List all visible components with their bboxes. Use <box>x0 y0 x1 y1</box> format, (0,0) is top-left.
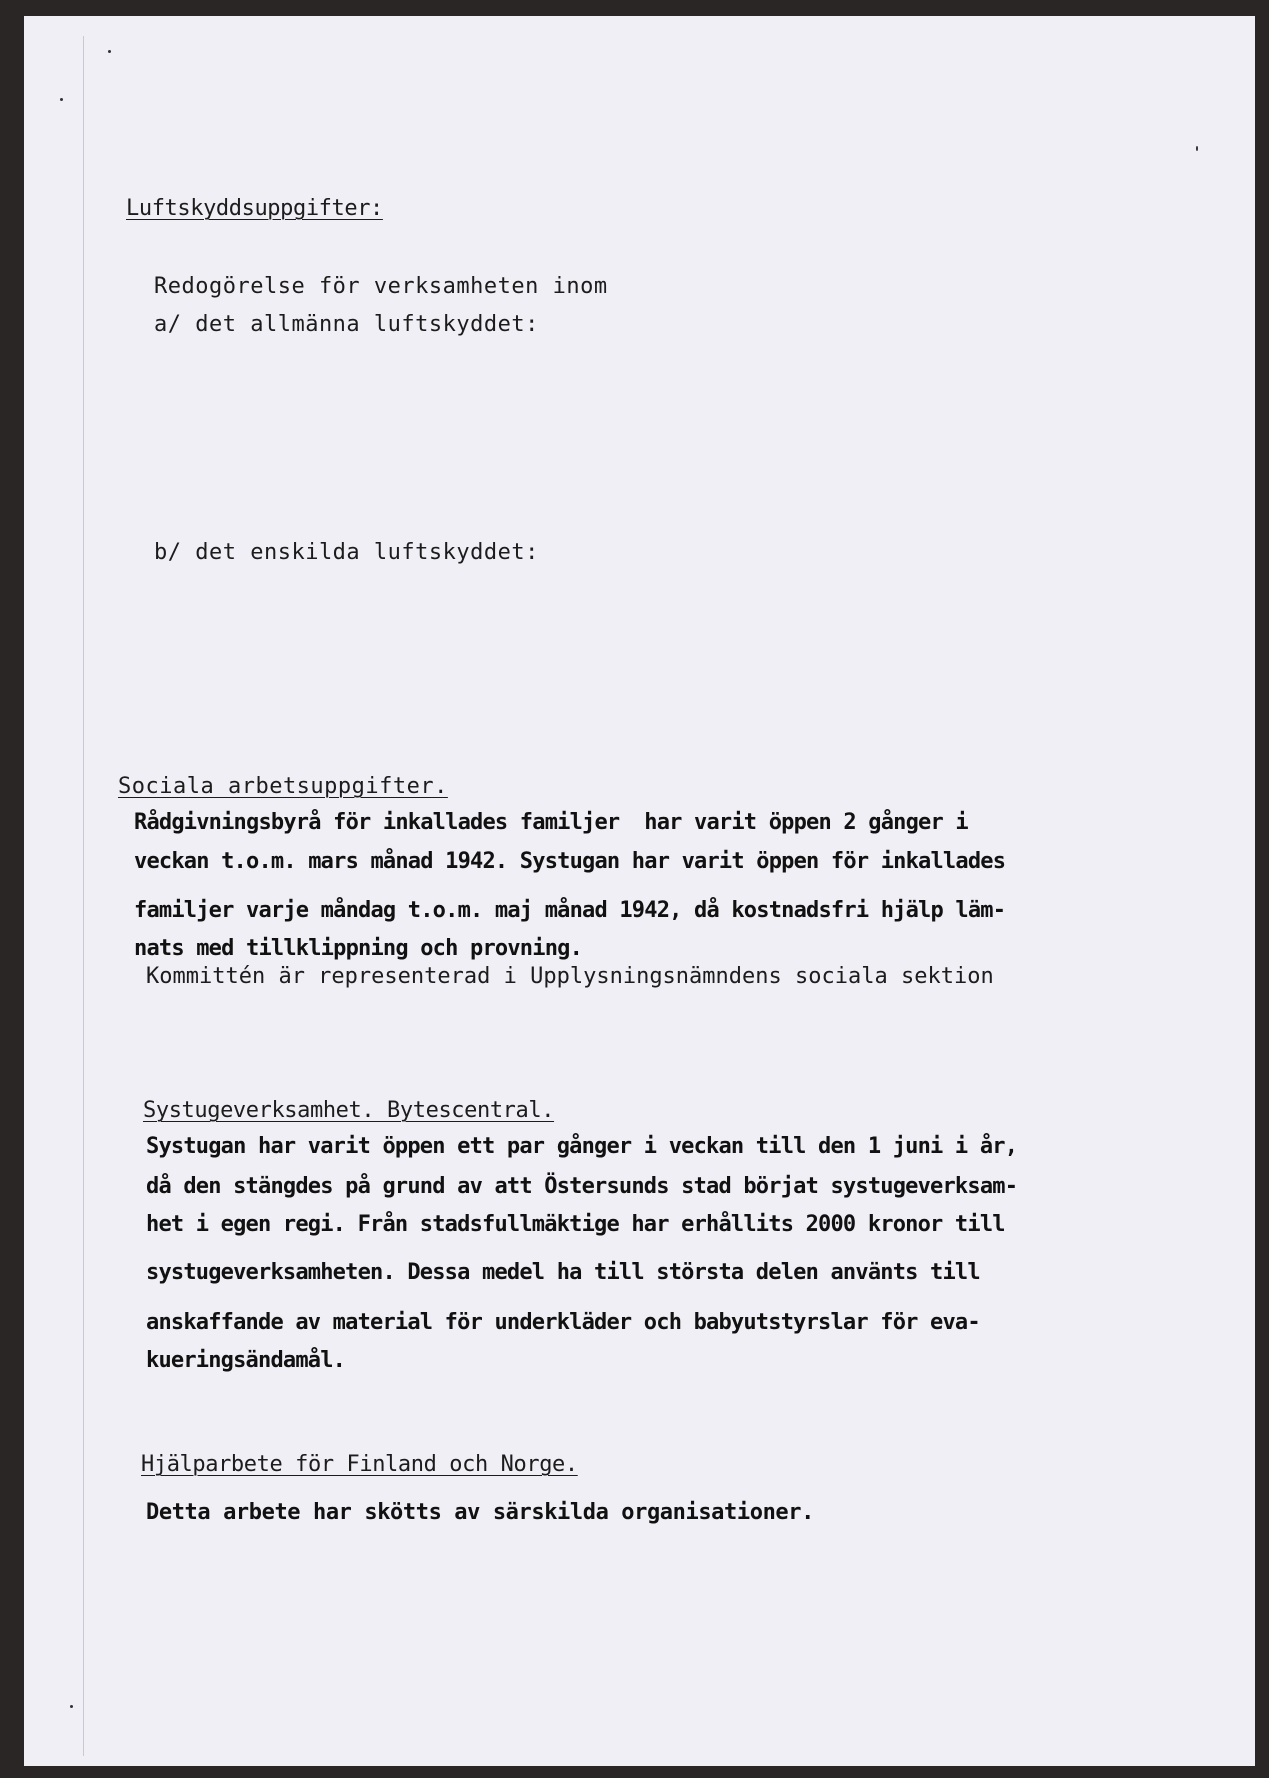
speck <box>1196 146 1198 151</box>
section-heading-hjalp: Hjälparbete för Finland och Norge. <box>141 1452 578 1477</box>
section-heading-sociala: Sociala arbetsuppgifter. <box>118 774 448 799</box>
luftskydd-item-b: b/ det enskilda luftskyddet: <box>154 540 539 565</box>
sociala-paragraph-line: veckan t.o.m. mars månad 1942. Systugan har varit öppen för inkallades <box>134 849 1006 874</box>
systuge-paragraph-line: het i egen regi. Från stadsfullmäktige har erhållits 2000 kronor till <box>146 1212 1005 1237</box>
luftskydd-intro: Redogörelse för verksamheten inom <box>154 274 608 299</box>
sociala-paragraph-line: Rådgivningsbyrå för inkallades familjer har varit öppen 2 gånger i <box>134 810 968 835</box>
systuge-paragraph-line: Systugan har varit öppen ett par gånger i veckan till den 1 juni i år, <box>146 1134 1018 1159</box>
sociala-paragraph-line: nats med tillklippning och provning. <box>134 936 583 961</box>
hjalp-paragraph: Detta arbete har skötts av särskilda organisationer. <box>146 1500 814 1525</box>
systuge-paragraph-line: kueringsändamål. <box>146 1348 346 1373</box>
speck <box>108 50 111 53</box>
systuge-paragraph-line: anskaffande av material för underkläder och babyutstyrslar för eva- <box>146 1310 980 1335</box>
luftskydd-item-a: a/ det allmänna luftskyddet: <box>154 312 539 337</box>
systuge-paragraph-line: systugeverksamheten. Dessa medel ha till största delen använts till <box>146 1260 980 1285</box>
section-heading-luftskydd: Luftskyddsuppgifter: <box>126 196 383 221</box>
speck <box>70 1705 73 1708</box>
sociala-paragraph-line: familjer varje måndag t.o.m. maj månad 1942, då kostnadsfri hjälp läm- <box>134 898 1006 923</box>
speck <box>60 98 63 101</box>
sociala-note: Kommittén är representerad i Upplysningsnämndens sociala sektion <box>146 964 994 989</box>
systuge-paragraph-line: då den stängdes på grund av att Östersunds stad börjat systugeverksam- <box>146 1174 1018 1199</box>
margin-line <box>83 36 84 1756</box>
section-heading-systuge: Systugeverksamhet. Bytescentral. <box>143 1098 555 1123</box>
